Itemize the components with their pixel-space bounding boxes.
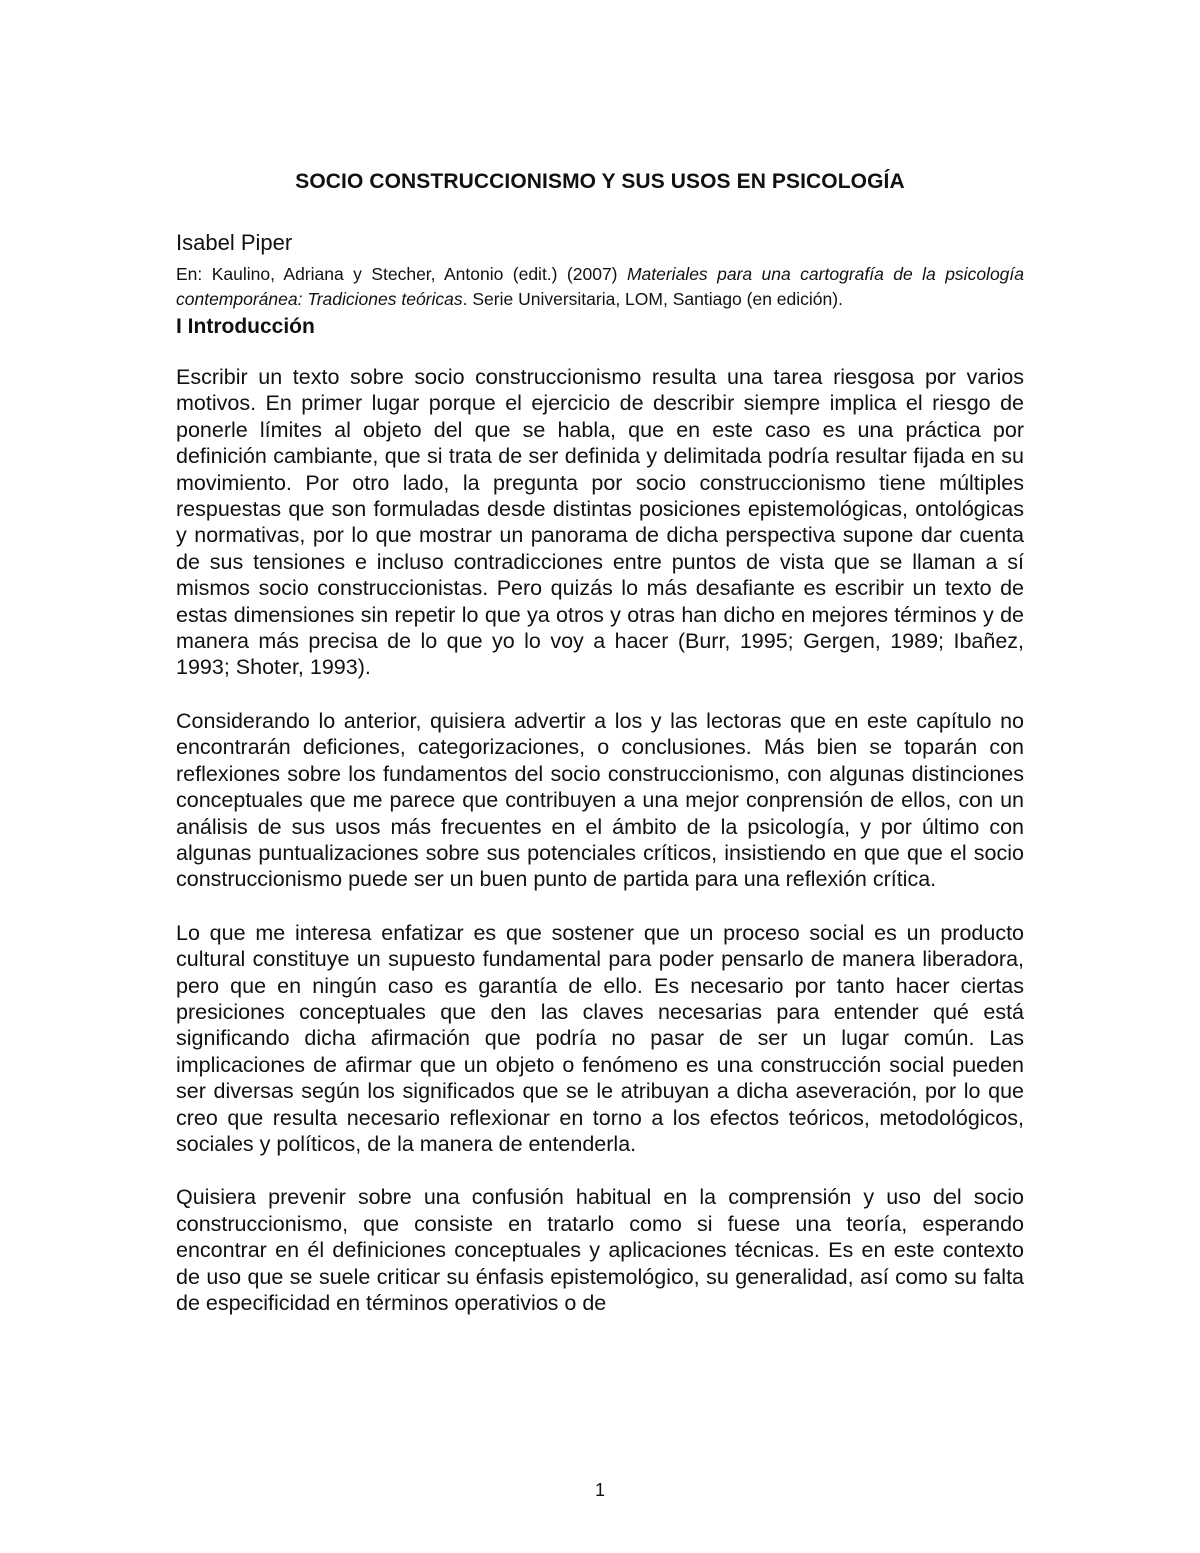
document-title: SOCIO CONSTRUCCIONISMO Y SUS USOS EN PSICOLOGÍA	[295, 170, 905, 193]
body-paragraph: Escribir un texto sobre socio construccionismo resulta una tarea riesgosa por varios motivos. En primer lugar porque el ejercicio de describir siempre implica el riesgo de ponerle límites al objeto del que se habla, que en este caso es una práctica por definición cambiante, que si trata de ser definida y delimitada podría resultar fijada en su movimiento. Por otro lado, la pregunta por socio construccionismo tiene múltiples respuestas que son formuladas desde distintas posiciones epistemológicas, ontológicas y normativas, por lo que mostrar un panorama de dicha perspectiva supone dar cuenta de sus tensiones e incluso contradicciones entre puntos de vista que se llaman a sí mismos socio construccionistas. Pero quizás lo más desafiante es escribir un texto de estas dimensiones sin repetir lo que ya otros y otras han dicho en mejores términos y de manera más precisa de lo que yo lo voy a hacer (Burr, 1995; Gergen, 1989; Ibañez, 1993; Shoter, 1993).	[176, 365, 1024, 680]
citation	[176, 262, 1024, 312]
author-name: Isabel Piper	[176, 230, 293, 255]
citation-suffix: . Serie Universitaria, LOM, Santiago (en edición).	[462, 289, 843, 309]
body-paragraph: Considerando lo anterior, quisiera advertir a los y las lectoras que en este capítulo no encontrarán deficiones, categorizaciones, o conclusiones. Más bien se toparán con reflexiones sobre los fundamentos del socio construccionismo, con algunas distinciones conceptuales que me parece que contribuyen a una mejor conprensión de ellos, con un análisis de sus usos más frecuentes en el ámbito de la psicología, y por último con algunas puntualizaciones sobre sus potenciales críticos, insistiendo en que que el socio construccionismo puede ser un buen punto de partida para una reflexión crítica.	[176, 708, 1024, 892]
citation-prefix: En: Kaulino, Adriana y Stecher, Antonio (edit.) (2007)	[176, 264, 627, 284]
section-heading: I Introducción	[176, 315, 315, 338]
page-number: 1	[594, 1480, 605, 1500]
body-paragraph: Lo que me interesa enfatizar es que sostener que un proceso social es un producto cultural constituye un supuesto fundamental para poder pensarlo de manera liberadora, pero que en ningún caso es garantía de ello. Es necesario por tanto hacer ciertas presiciones conceptuales que den las claves necesarias para entender qué está significando dicha afirmación que podría no pasar de ser un lugar común. Las implicaciones de afirmar que un objeto o fenómeno es una construcción social pueden ser diversas según los significados que se le atribuyan a dicha aseveración, por lo que creo que resulta necesario reflexionar en torno a los efectos teóricos, metodológicos, sociales y políticos, de la manera de entenderla.	[176, 920, 1024, 1156]
citation-book-title: Materiales para una cartografía de la psicología contemporánea: Tradiciones teóricas	[176, 264, 1025, 309]
body-paragraph: Quisiera prevenir sobre una confusión habitual en la comprensión y uso del socio construccionismo, que consiste en tratarlo como si fuese una teoría, esperando encontrar en él definiciones conceptuales y aplicaciones técnicas. Es en este contexto de uso que se suele criticar su énfasis epistemológico, su generalidad, así como su falta de especificidad en términos operativios o de	[176, 1185, 1024, 1315]
document-page	[176, 170, 1024, 1343]
